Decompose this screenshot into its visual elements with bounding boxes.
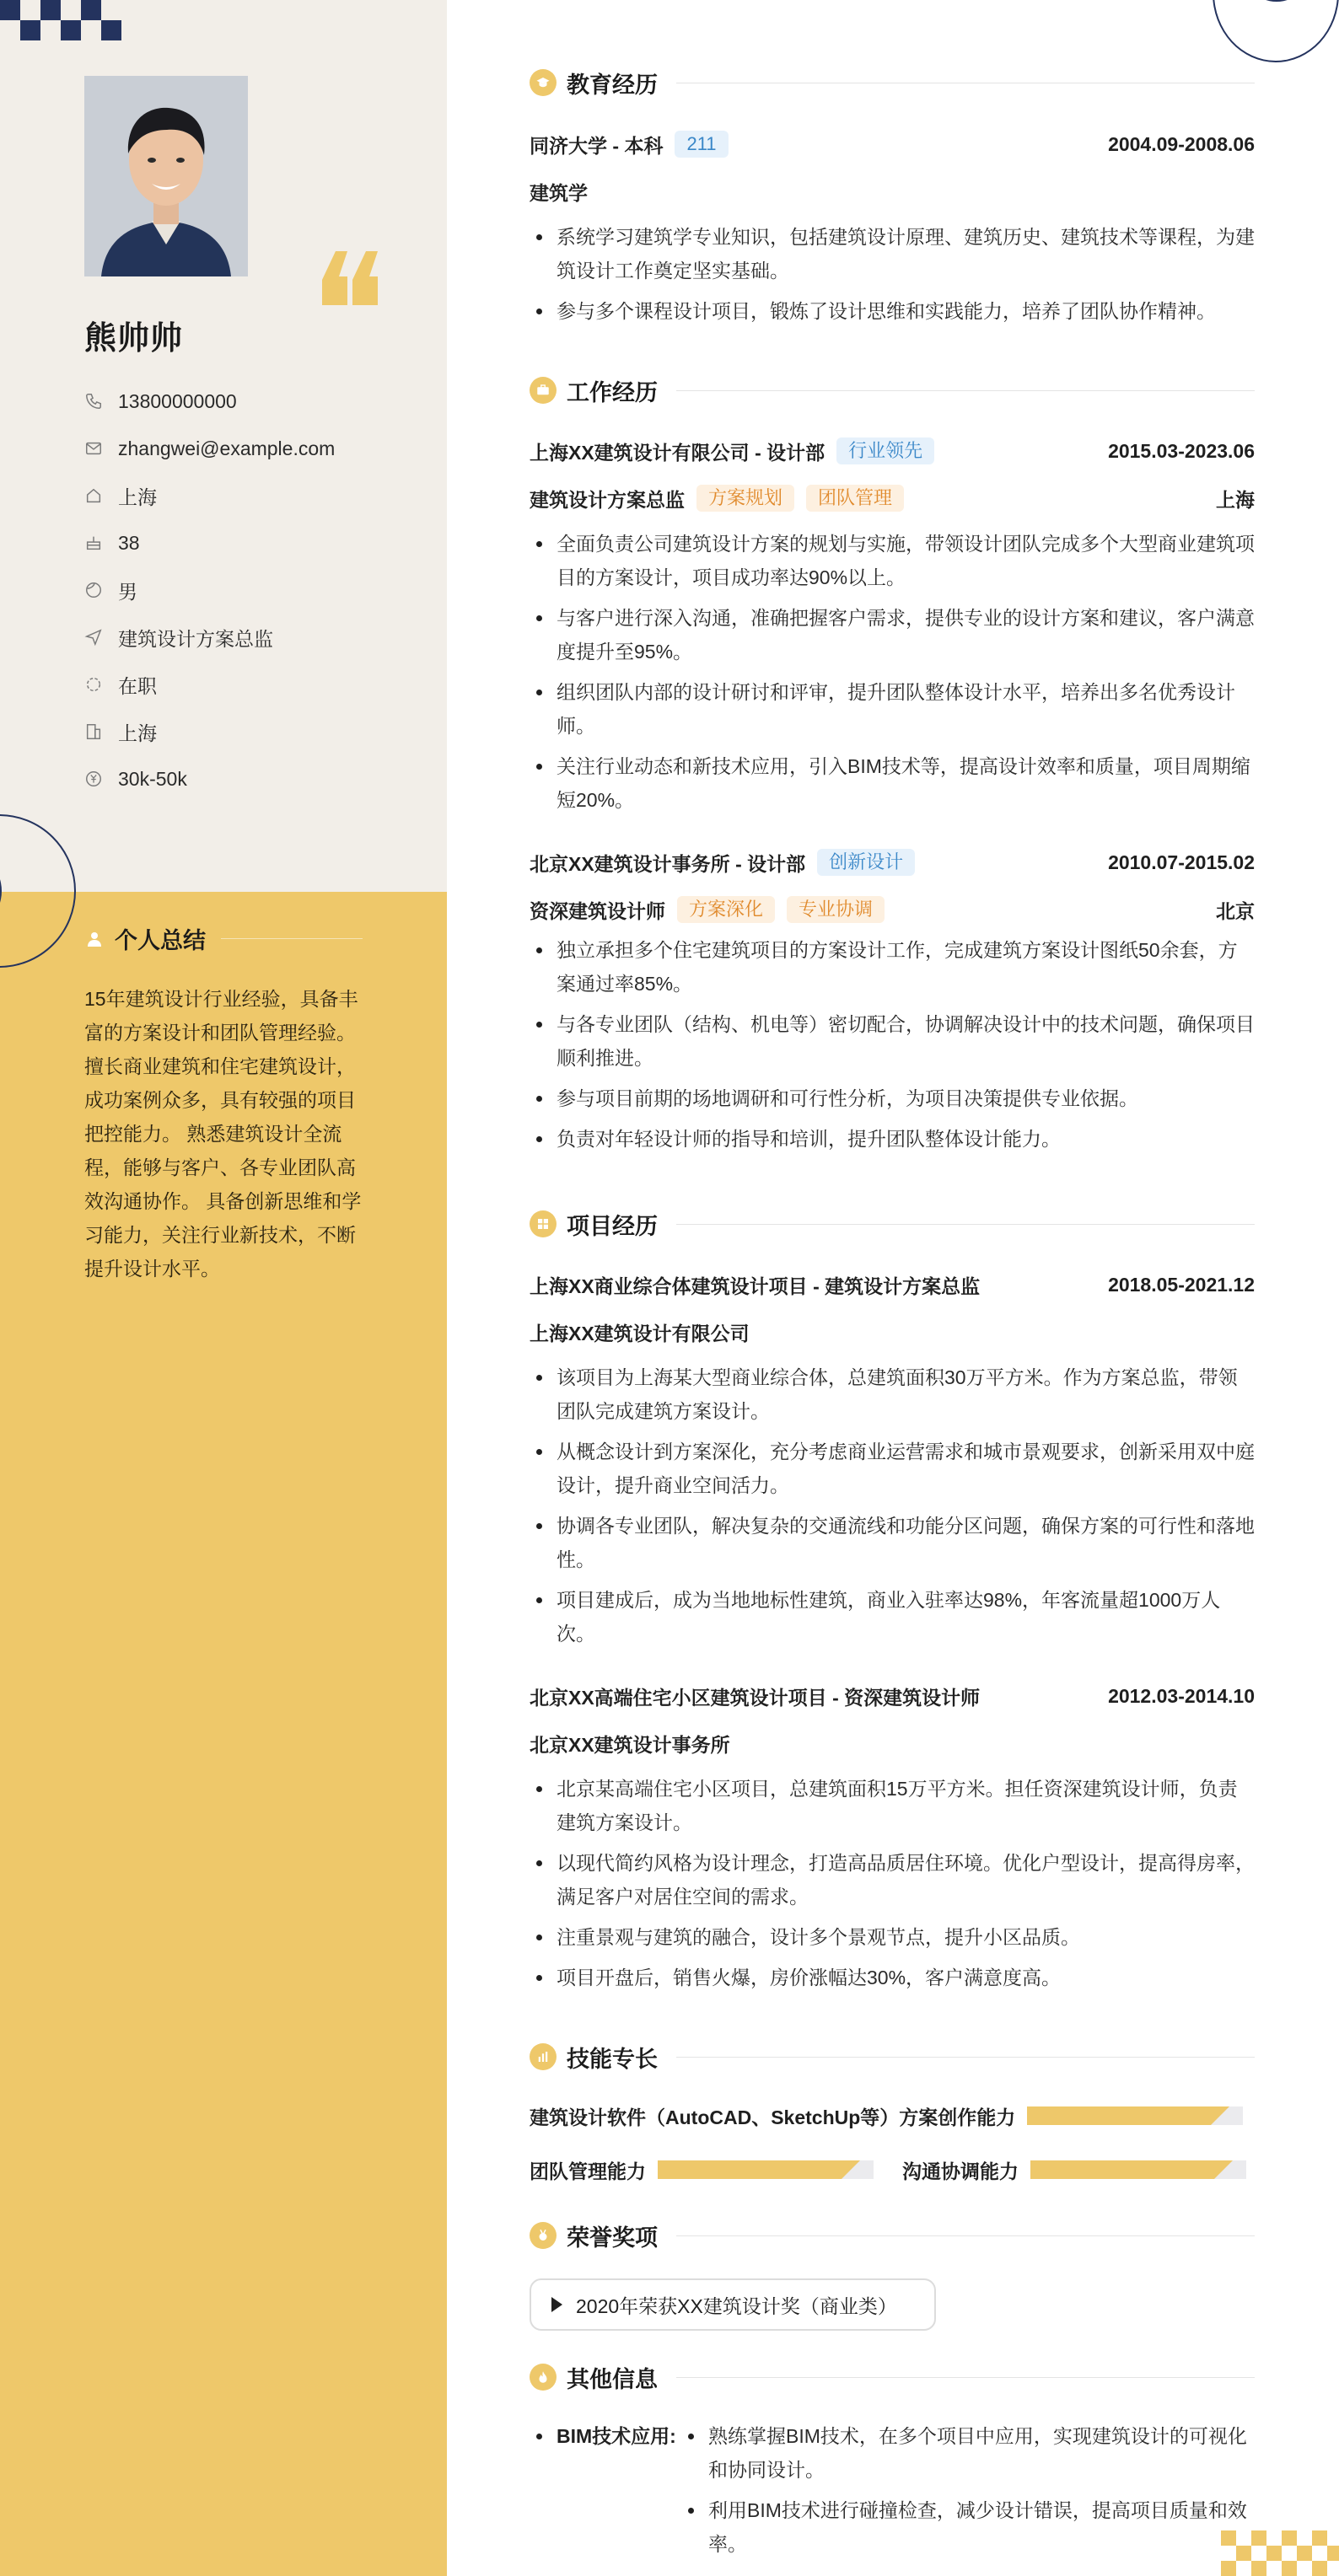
divider-line [676,1224,1255,1225]
skill-bar-fill [1027,2106,1211,2125]
list-item: 以现代简约风格为设计理念，打造高品质居住环境。优化户型设计，提高得房率，满足客户对居住空间的需求。 [530,1846,1255,1913]
honor-item [530,2278,936,2331]
skill-row [902,2153,1246,2187]
salary-text: 30k-50k [118,767,187,790]
company-tag: 创新设计 [817,849,915,876]
divider-line [676,390,1255,391]
project-bullets [530,1772,1255,1994]
divider-line [676,2057,1255,2058]
work-date: 2015.03-2023.06 [1108,439,1255,462]
school-tag: 211 [675,131,728,158]
list-item: 关注行业动态和新技术应用，引入BIM技术等，提高设计效率和质量，项目周期缩短20%。 [530,749,1255,817]
grid-icon [530,1210,557,1237]
avatar-photo [84,76,248,276]
phone-text: 13800000000 [118,389,237,412]
skills-section-header [530,2040,1255,2074]
list-item: 独立承担多个住宅建筑项目的方案设计工作，完成建筑方案设计图纸50余套，方案通过率85%。 [530,933,1255,1001]
project-org: 上海XX建筑设计有限公司 [530,1322,750,1344]
list-item: 与各专业团队（结构、机电等）密切配合，协调解决设计中的技术问题，确保项目顺利推进。 [530,1007,1255,1075]
company-name: 北京XX建筑设计事务所 - 设计部 [530,852,806,875]
gender-text: 男 [118,580,137,603]
status-icon [84,675,103,694]
other-bullets [681,2419,1255,2568]
project-entry-2 [530,1679,1255,2001]
info-job [84,614,335,661]
info-age [84,519,335,566]
sidebar [0,0,447,2576]
email-text: zhangwei@example.com [118,437,336,459]
other-title: 其他信息 [567,2366,658,2392]
project-date: 2018.05-2021.12 [1108,1273,1255,1296]
other-info-block [530,2419,1255,2568]
age-text: 38 [118,531,140,554]
role-tag: 方案深化 [677,896,775,923]
education-section-header [530,66,1255,99]
list-item: 协调各专业团队，解决复杂的交通流线和功能分区问题，确保方案的可行性和落地性。 [530,1509,1255,1576]
skill-row [530,2153,874,2187]
education-date: 2004.09-2008.06 [1108,132,1255,155]
work-bullets [530,527,1255,817]
projects-section-header [530,1207,1255,1241]
summary-text: 15年建筑设计行业经验，具备丰富的方案设计和团队管理经验。 擅长商业建筑和住宅建筑设计，成功案例众多，具有较强的项目把控能力。 熟悉建筑设计全流程，能够与客户、各专业团队高效沟通协作。 具备创新思维和学习能力，关注行业新技术，不断提升设计水平。 [84,988,362,1280]
skill-label: 沟通协调能力 [902,2160,1019,2182]
project-org: 北京XX建筑设计事务所 [530,1733,730,1756]
user-icon [84,929,105,949]
project-bullets [530,1360,1255,1650]
home-icon [84,486,103,505]
portrait-icon [84,76,248,276]
project-date: 2012.03-2014.10 [1108,1684,1255,1707]
education-bullets [530,220,1255,328]
company-tag: 行业领先 [836,437,934,464]
work-title: 工作经历 [567,379,658,405]
school-name: 同济大学 - 本科 [530,134,664,157]
skill-row [530,2099,1243,2133]
chart-icon [530,2043,557,2070]
medal-icon [530,2222,557,2249]
list-item: 北京某高端住宅小区项目，总建筑面积15万平方米。担任资深建筑设计师，负责建筑方案设计。 [530,1772,1255,1839]
major-name: 建筑学 [530,181,588,204]
info-gender [84,566,335,614]
graduation-cap-icon [530,69,557,96]
info-phone [84,378,335,425]
info-city [84,708,335,755]
play-triangle-icon [551,2297,562,2312]
company-name: 上海XX建筑设计有限公司 - 设计部 [530,441,825,464]
other-section-header [530,2360,1255,2394]
divider-line [676,2377,1255,2378]
city-text: 上海 [118,722,157,744]
face-icon [84,581,103,599]
list-item: 负责对年轻设计师的指导和培训，提升团队整体设计能力。 [530,1122,1255,1156]
list-item: 与客户进行深入沟通，准确把握客户需求，提供专业的设计方案和建议，客户满意度提升至95%。 [530,601,1255,668]
flame-icon [530,2364,557,2391]
quote-mark-icon [319,251,381,305]
project-name: 上海XX商业综合体建筑设计项目 - 建筑设计方案总监 [530,1275,981,1297]
role-name: 建筑设计方案总监 [530,488,685,511]
list-item: 熟练掌握BIM技术，在多个项目中应用，实现建筑设计的可视化和协同设计。 [681,2419,1255,2487]
role-tag: 方案规划 [696,485,794,512]
work-entry-1 [530,434,1255,824]
education-title: 教育经历 [567,72,658,98]
skill-label: 团队管理能力 [530,2160,646,2182]
work-city: 上海 [1216,488,1255,511]
list-item: 项目建成后，成为当地地标性建筑，商业入驻率达98%，年客流量超1000万人次。 [530,1583,1255,1650]
info-location [84,472,335,519]
list-item: 从概念设计到方案深化，充分考虑商业运营需求和城市景观要求，创新采用双中庭设计，提升商业空间活力。 [530,1435,1255,1502]
summary-section-header [84,922,363,955]
skill-bar-fill [1030,2160,1214,2179]
info-salary [84,755,335,802]
other-key: BIM技术应用: [530,2419,681,2568]
briefcase-icon [530,377,557,404]
circle-decoration-right [1213,0,1339,62]
cake-icon [84,534,103,552]
job-text: 建筑设计方案总监 [118,627,273,650]
work-date: 2010.07-2015.02 [1108,851,1255,873]
summary-title: 个人总结 [115,928,206,953]
education-entry [530,127,1255,335]
skill-bar-fill [658,2160,842,2179]
honor-text: 2020年荣获XX建筑设计奖（商业类） [576,2294,897,2317]
mail-icon [84,439,103,458]
status-text: 在职 [118,674,157,697]
location-text: 上海 [118,486,157,508]
work-entry-2 [530,845,1255,1162]
skill-bar [1030,2160,1246,2179]
project-name: 北京XX高端住宅小区建筑设计项目 - 资深建筑设计师 [530,1686,981,1709]
role-tag: 专业协调 [787,896,885,923]
project-entry-1 [530,1268,1255,1657]
list-item: 项目开盘后，销售火爆，房价涨幅达30%，客户满意度高。 [530,1961,1255,1994]
list-item: 组织团队内部的设计研讨和评审，提升团队整体设计水平，培养出多名优秀设计师。 [530,675,1255,743]
skill-label: 建筑设计软件（AutoCAD、SketchUp等）方案创作能力 [530,2106,1016,2128]
list-item: 利用BIM技术进行碰撞检查，减少设计错误，提高项目质量和效率。 [681,2493,1255,2561]
candidate-name: 熊帅帅 [84,321,184,357]
phone-icon [84,392,103,411]
divider-line [221,938,363,939]
skill-bar [658,2160,874,2179]
list-item: 该项目为上海某大型商业综合体，总建筑面积30万平方米。作为方案总监，带领团队完成建筑方案设计。 [530,1360,1255,1428]
list-item: 全面负责公司建筑设计方案的规划与实施，带领设计团队完成多个大型商业建筑项目的方案设计，项目成功率达90%以上。 [530,527,1255,594]
list-item: 参与项目前期的场地调研和可行性分析，为项目决策提供专业依据。 [530,1081,1255,1115]
checker-pattern-decoration [0,0,126,40]
info-status [84,661,335,708]
list-item: 注重景观与建筑的融合，设计多个景观节点，提升小区品质。 [530,1920,1255,1954]
honors-title: 荣誉奖项 [567,2224,658,2251]
contact-info-list [84,378,335,802]
work-bullets [530,933,1255,1156]
projects-title: 项目经历 [567,1213,658,1239]
honors-section-header [530,2219,1255,2252]
skills-title: 技能专长 [567,2046,658,2072]
list-item: 参与多个课程设计项目，锻炼了设计思维和实践能力，培养了团队协作精神。 [530,294,1255,328]
info-email [84,425,335,472]
building-icon [84,722,103,741]
send-icon [84,628,103,647]
divider-line [676,2235,1255,2236]
skill-bar [1027,2106,1243,2125]
role-tag: 团队管理 [806,485,904,512]
work-city: 北京 [1216,899,1255,922]
role-name: 资深建筑设计师 [530,899,665,922]
work-section-header [530,373,1255,407]
yuan-icon [84,770,103,788]
list-item: 系统学习建筑学专业知识，包括建筑设计原理、建筑历史、建筑技术等课程，为建筑设计工作奠定坚实基础。 [530,220,1255,287]
